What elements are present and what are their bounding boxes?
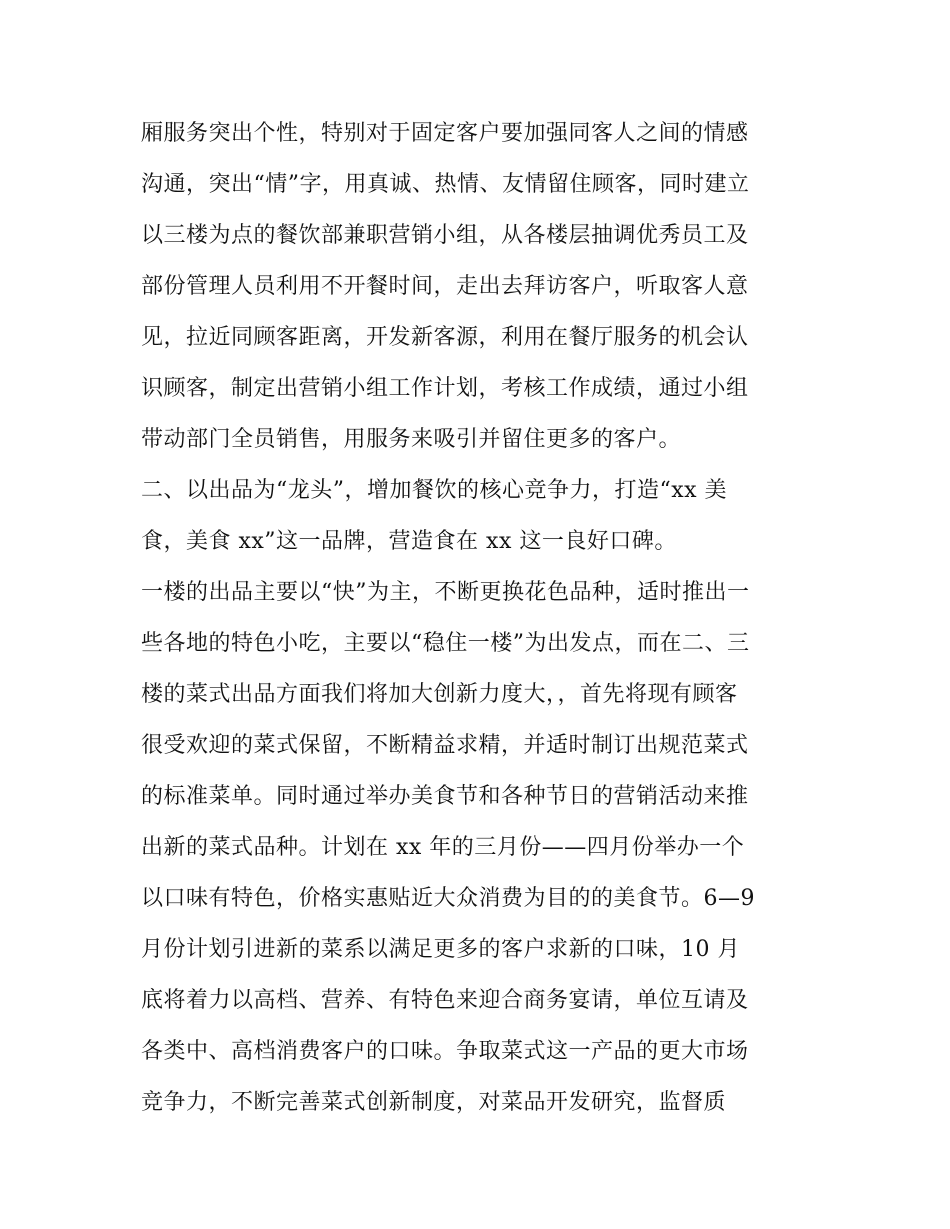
text-line: 以三楼为点的餐饮部兼职营销小组，从各楼层抽调优秀员工及 (141, 223, 749, 248)
text-line: 带动部门全员销售，用服务来吸引并留住更多的客户。 (141, 427, 682, 452)
text-line: 沟通，突出“情”字，用真诚、热情、友情留住顾客，同时建立 (141, 172, 750, 197)
text-line: 很受欢迎的菜式保留，不断精益求精，并适时制订出规范菜式 (141, 733, 749, 758)
text-line: 一楼的出品主要以“快”为主，不断更换花色品种，适时推出一 (141, 580, 750, 605)
text-line: 底将着力以高档、营养、有特色来迎合商务宴请，单位互请及 (141, 988, 749, 1013)
text-line: 部份管理人员利用不开餐时间，走出去拜访客户，听取客人意 (141, 274, 749, 299)
section-heading-line: 食，美食 xx”这一品牌，营造食在 xx 这一良好口碑。 (141, 529, 677, 554)
text-line: 出新的菜式品种。计划在 xx 年的三月份——四月份举办一个 (141, 835, 745, 860)
text-line: 的标准菜单。同时通过举办美食节和各种节日的营销活动来推 (141, 784, 749, 809)
section-heading-line: 二、以出品为“龙头”，增加餐饮的核心竞争力，打造“xx 美 (141, 478, 728, 503)
document-body (141, 108, 821, 1128)
text-line: 见，拉近同顾客距离，开发新客源，利用在餐厅服务的机会认 (141, 325, 749, 350)
text-line: 些各地的特色小吃，主要以“稳住一楼”为出发点，而在二、三 (141, 631, 750, 656)
text-line: 月份计划引进新的菜系以满足更多的客户求新的口味，10 月 (141, 937, 740, 962)
text-line: 以口味有特色，价格实惠贴近大众消费为目的的美食节。6—9 (141, 886, 755, 911)
text-line: 识顾客，制定出营销小组工作计划，考核工作成绩，通过小组 (141, 376, 749, 401)
text-line: 厢服务突出个性，特别对于固定客户要加强同客人之间的情感 (141, 121, 749, 146)
text-line: 楼的菜式出品方面我们将加大创新力度大，，首先将现有顾客 (141, 682, 738, 707)
text-line: 各类中、高档消费客户的口味。争取菜式这一产品的更大市场 (141, 1039, 749, 1064)
text-line: 竞争力，不断完善菜式创新制度，对菜品开发研究，监督质 (141, 1090, 727, 1115)
